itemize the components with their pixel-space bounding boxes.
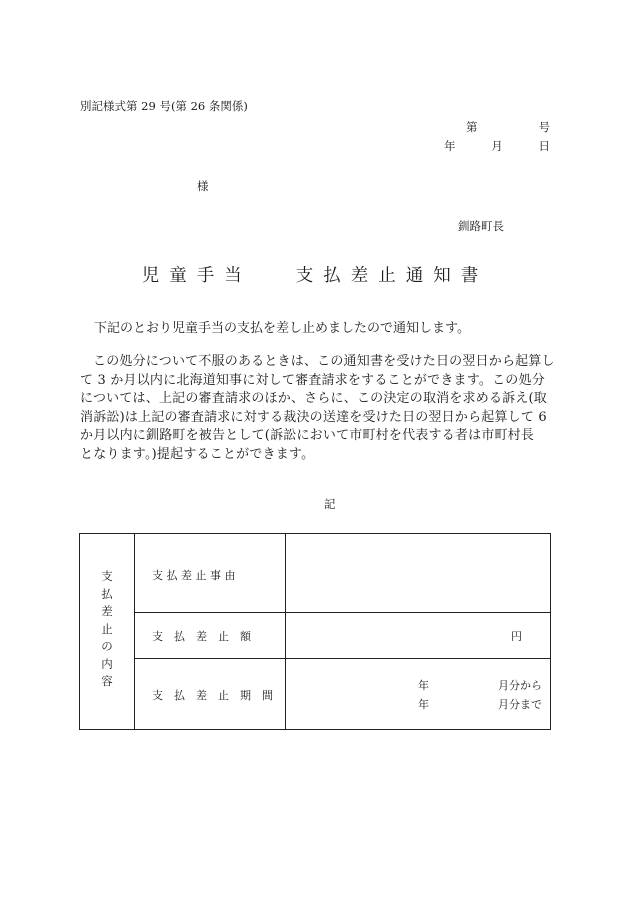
title-part1: 児童手当 [141,266,252,286]
table-divider [134,534,135,729]
table-divider [134,658,550,659]
title-part2: 支払差止通知書 [295,266,489,286]
period-to-year: 年 [418,698,429,711]
notice-line: となります。)提起することができます。 [80,446,315,462]
side-char: 容 [101,674,113,688]
table-divider [285,534,286,729]
form-id: 別記様式第 29 号(第 26 条関係) [80,99,248,113]
amount-label: 支 払 差 止 額 [152,630,251,643]
reason-label: 支 払 差 止 事 由 [152,569,236,582]
ki-heading: 記 [324,497,336,511]
side-char: 止 [101,621,113,636]
notice-line: て 3 か月以内に北海道知事に対して審査請求をすることができます。この処分 [80,372,545,388]
period-to-suffix: 月分まで [498,698,542,711]
side-char: 払 [101,586,113,601]
document-number-line [466,119,550,135]
notice-line: については、上記の審査請求のほか、さらに、この決定の取消を求める訴え(取 [80,391,548,406]
side-char: 差 [101,604,113,618]
notice-line: か月以内に釧路町を被告として(訴訟において市町村を代表する者は市町村長 [80,428,535,443]
number-prefix: 第 [466,120,478,134]
date-year: 年 [444,139,456,153]
period-label: 支 払 差 止 期 間 [152,689,273,702]
notice-line: 消訴訟)は上記の審査請求に対する裁決の送達を受けた日の翌日から起算して 6 [80,409,547,425]
period-from-year: 年 [418,679,429,692]
issuer: 釧路町長 [458,219,504,233]
side-char: 支 [101,569,113,583]
amount-unit: 円 [511,630,522,643]
recipient-suffix: 様 [197,179,209,193]
period-from-suffix: 月分から [498,679,542,692]
side-char: 内 [101,656,113,671]
suspension-details-table [79,533,551,730]
date-day: 日 [538,139,550,153]
notice-line: この処分について不服のあるときは、この通知書を受けた日の翌日から起算し [93,354,555,369]
date-line [444,138,550,154]
document-title [0,262,630,287]
appeal-notice [80,353,555,464]
side-char: の [101,639,113,653]
table-divider [134,612,550,613]
number-suffix: 号 [538,120,550,134]
side-label [80,568,134,691]
date-month: 月 [491,139,503,153]
intro-text: 下記のとおり児童手当の支払を差し止めましたので通知します。 [94,321,470,336]
